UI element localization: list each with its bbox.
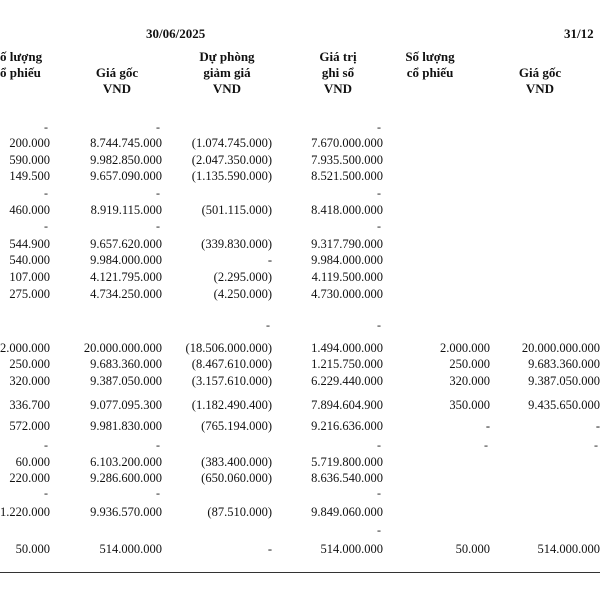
separator-dash: - (44, 120, 48, 134)
book-value-cell: 6.229.440.000 (311, 374, 383, 388)
separator-dash: - (156, 219, 160, 233)
header-book-value-unit: VND (323, 81, 353, 96)
book-value-cell: 4.730.000.000 (311, 287, 383, 301)
separator-dash: - (377, 219, 381, 233)
cost-2-cell: 9.387.050.000 (528, 374, 600, 388)
book-value-cell: 1.494.000.000 (311, 341, 383, 355)
book-value-cell: 5.719.800.000 (311, 455, 383, 469)
cost-cell: 9.657.090.000 (90, 169, 162, 183)
provision-cell: - (267, 542, 272, 556)
cost-cell: 20.000.000.000 (83, 341, 162, 355)
quantity-cell: 1.220.000 (0, 505, 50, 519)
cost-2-cell: 9.683.360.000 (528, 357, 600, 371)
quantity-cell: 275.000 (9, 287, 50, 301)
header-provision: Dự phòng (199, 49, 255, 64)
book-value-cell: 8.521.500.000 (311, 169, 383, 183)
quantity-cell: 60.000 (15, 455, 50, 469)
book-value-cell: 7.935.500.000 (311, 153, 383, 167)
book-value-cell: 7.670.000.000 (311, 136, 383, 150)
quantity-cell: 50.000 (15, 542, 50, 556)
quantity-2-cell: 350.000 (449, 398, 490, 412)
cost-cell: 8.919.115.000 (90, 203, 162, 217)
cost-cell: 9.982.850.000 (90, 153, 162, 167)
separator-dash: - (377, 120, 381, 134)
header-quantity-2: Số lượng (405, 49, 455, 64)
header-shares-1: ổ phiếu (0, 65, 41, 80)
header-cost-2-unit: VND (525, 81, 555, 96)
separator-dash: - (377, 186, 381, 200)
header-provision-2: giảm giá (203, 65, 251, 80)
quantity-cell: 107.000 (9, 270, 50, 284)
provision-cell: (501.115.000) (201, 203, 272, 217)
provision-cell: (1.182.490.400) (191, 398, 272, 412)
cost-cell: 9.387.050.000 (90, 374, 162, 388)
period-date-2: 31/12 (564, 26, 594, 41)
cost-cell: 9.936.570.000 (90, 505, 162, 519)
header-shares-2: cổ phiếu (406, 65, 454, 80)
separator-dash: - (377, 523, 381, 537)
book-value-cell: 8.418.000.000 (311, 203, 383, 217)
book-value-cell: 9.984.000.000 (311, 253, 383, 267)
quantity-cell: 200.000 (9, 136, 50, 150)
cost-cell: 4.121.795.000 (90, 270, 162, 284)
quantity-2-cell: 50.000 (455, 542, 490, 556)
quantity-cell: 2.000.000 (0, 341, 50, 355)
header-provision-unit: VND (212, 81, 242, 96)
quantity-cell: 544.900 (9, 237, 50, 251)
provision-cell: (339.830.000) (201, 237, 272, 251)
provision-cell: (2.295.000) (213, 270, 272, 284)
cost-cell: 9.286.600.000 (90, 471, 162, 485)
quantity-cell: 460.000 (9, 203, 50, 217)
quantity-cell: 220.000 (9, 471, 50, 485)
quantity-cell: 336.700 (9, 398, 50, 412)
book-value-cell: 9.317.790.000 (311, 237, 383, 251)
provision-cell: (765.194.000) (201, 419, 272, 433)
cost-cell: 9.683.360.000 (90, 357, 162, 371)
provision-cell: (18.506.000.000) (185, 341, 272, 355)
separator-dash: - (44, 438, 48, 452)
header-book-value-2: ghi sổ (321, 65, 355, 80)
provision-cell: (1.074.745.000) (191, 136, 272, 150)
cost-2-cell: 20.000.000.000 (521, 341, 600, 355)
quantity-cell: 250.000 (9, 357, 50, 371)
separator-dash: - (484, 438, 488, 452)
provision-cell: (1.135.590.000) (191, 169, 272, 183)
cost-cell: 9.981.830.000 (90, 419, 162, 433)
cost-cell: 9.984.000.000 (90, 253, 162, 267)
quantity-2-cell: 2.000.000 (440, 341, 490, 355)
quantity-2-cell: - (485, 419, 490, 433)
header-cost-1: Giá gốc (95, 65, 139, 80)
cost-2-cell: 9.435.650.000 (528, 398, 600, 412)
separator-dash: - (44, 186, 48, 200)
cost-cell: 8.744.745.000 (90, 136, 162, 150)
separator-dash: - (594, 438, 598, 452)
separator-dash: - (156, 486, 160, 500)
book-value-cell: 514.000.000 (320, 542, 383, 556)
separator-dash: - (156, 186, 160, 200)
header-cost-1-unit: VND (102, 81, 132, 96)
separator-dash: - (44, 486, 48, 500)
quantity-2-cell: 250.000 (449, 357, 490, 371)
book-value-cell: 9.849.060.000 (311, 505, 383, 519)
provision-cell: (383.400.000) (201, 455, 272, 469)
book-value-cell: 8.636.540.000 (311, 471, 383, 485)
provision-cell: (4.250.000) (213, 287, 272, 301)
quantity-cell: 590.000 (9, 153, 50, 167)
quantity-cell: 320.000 (9, 374, 50, 388)
header-cost-2: Giá gốc (518, 65, 562, 80)
book-value-cell: 7.894.604.900 (311, 398, 383, 412)
provision-cell: (2.047.350.000) (191, 153, 272, 167)
book-value-cell: 4.119.500.000 (311, 270, 383, 284)
cost-cell: 6.103.200.000 (90, 455, 162, 469)
quantity-2-cell: 320.000 (449, 374, 490, 388)
quantity-cell: 149.500 (9, 169, 50, 183)
separator-dash: - (266, 318, 270, 332)
header-book-value: Giá trị (319, 49, 357, 64)
provision-cell: (650.060.000) (201, 471, 272, 485)
cost-cell: 9.657.620.000 (90, 237, 162, 251)
cost-cell: 514.000.000 (99, 542, 162, 556)
separator-dash: - (156, 120, 160, 134)
period-date-1: 30/06/2025 (146, 26, 206, 41)
quantity-cell: 540.000 (9, 253, 50, 267)
separator-dash: - (156, 438, 160, 452)
provision-cell: (8.467.610.000) (191, 357, 272, 371)
book-value-cell: 1.215.750.000 (311, 357, 383, 371)
provision-cell: (3.157.610.000) (191, 374, 272, 388)
bottom-rule (0, 572, 600, 573)
quantity-cell: 572.000 (9, 419, 50, 433)
header-quantity-1: ố lượng (0, 49, 43, 64)
separator-dash: - (377, 318, 381, 332)
cost-cell: 9.077.095.300 (90, 398, 162, 412)
cost-2-cell: - (595, 419, 600, 433)
separator-dash: - (377, 486, 381, 500)
cost-2-cell: 514.000.000 (537, 542, 600, 556)
provision-cell: - (267, 253, 272, 267)
separator-dash: - (44, 219, 48, 233)
separator-dash: - (377, 438, 381, 452)
cost-cell: 4.734.250.000 (90, 287, 162, 301)
provision-cell: (87.510.000) (207, 505, 272, 519)
book-value-cell: 9.216.636.000 (311, 419, 383, 433)
